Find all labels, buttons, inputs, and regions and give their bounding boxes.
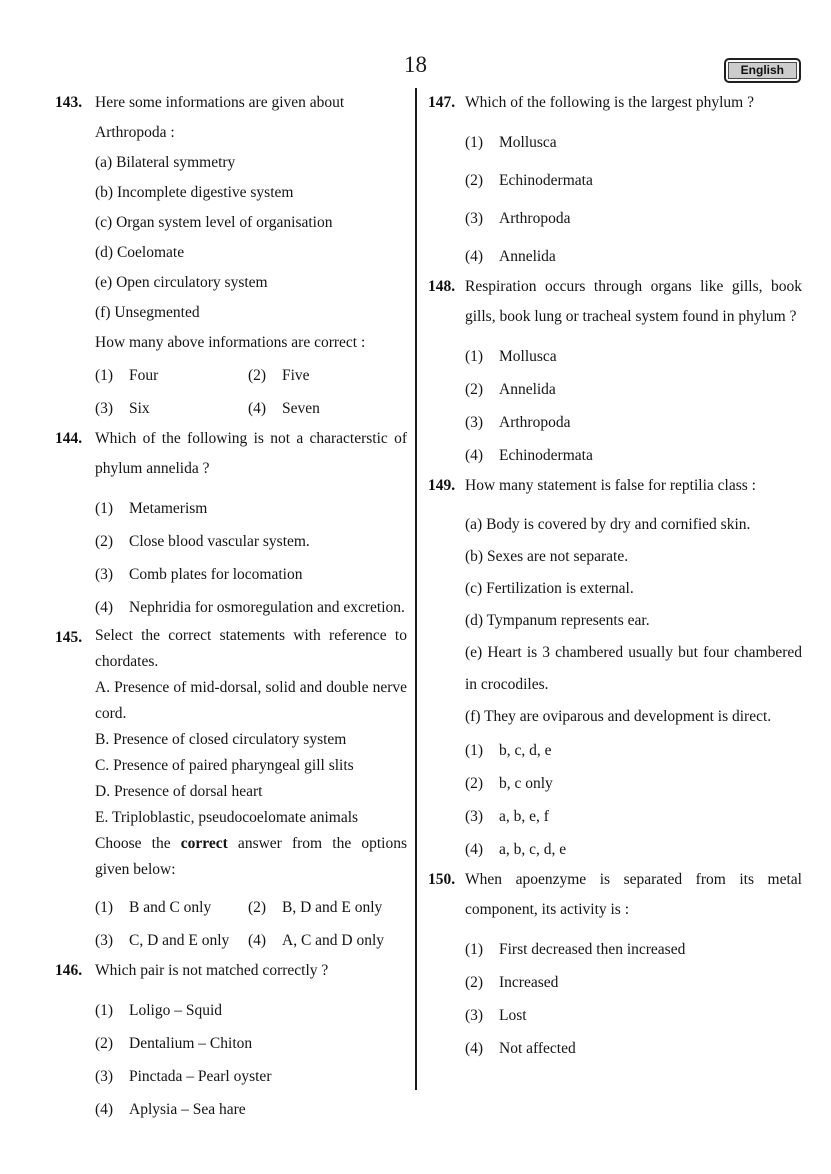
option bbox=[465, 1034, 802, 1064]
option-text: B and C only bbox=[129, 899, 212, 916]
question-stem: Here some informations are given about Arthropoda : bbox=[95, 94, 345, 141]
option-number: (3) bbox=[95, 932, 114, 949]
question-substem: How many above informations are correct : bbox=[95, 334, 366, 351]
option bbox=[95, 494, 407, 524]
option-number: (2) bbox=[248, 367, 267, 384]
option-text: First decreased then increased bbox=[499, 941, 686, 958]
option bbox=[95, 361, 248, 391]
option-text: Close blood vascular system. bbox=[129, 533, 310, 550]
option-number: (4) bbox=[465, 248, 484, 265]
question-146 bbox=[55, 956, 407, 1125]
question-number: 150. bbox=[428, 871, 456, 888]
option-number: (1) bbox=[465, 134, 484, 151]
option-text: Dentalium – Chiton bbox=[129, 1035, 253, 1052]
option bbox=[95, 593, 407, 623]
option bbox=[95, 926, 248, 956]
option-number: (4) bbox=[95, 1101, 114, 1118]
option bbox=[465, 835, 802, 865]
option-text: Arthropoda bbox=[499, 414, 571, 431]
option bbox=[465, 1001, 802, 1031]
statement: (a) Body is covered by dry and cornified skin. bbox=[465, 516, 751, 533]
statement: (a) Bilateral symmetry bbox=[95, 154, 236, 171]
option-text: b, c, d, e bbox=[499, 742, 552, 759]
statement: (d) Coelomate bbox=[95, 244, 185, 261]
statement: (d) Tympanum represents ear. bbox=[465, 612, 650, 629]
language-badge bbox=[724, 58, 801, 83]
question-substem: Choose the correct answer from the options given below: bbox=[95, 835, 408, 878]
option-number: (4) bbox=[95, 599, 114, 616]
question-stem: How many statement is false for reptilia class : bbox=[465, 477, 756, 494]
question-stem: Select the correct statements with reference to chordates. bbox=[95, 627, 407, 670]
option bbox=[465, 736, 802, 766]
left-column bbox=[55, 88, 407, 1125]
option bbox=[248, 394, 407, 424]
option-number: (3) bbox=[95, 566, 114, 583]
options bbox=[465, 128, 802, 272]
statement: C. Presence of paired pharyngeal gill slits bbox=[95, 757, 354, 774]
option bbox=[95, 1062, 407, 1092]
question-stem: Which of the following is not a characterstic of phylum annelida ? bbox=[95, 430, 407, 477]
question-stem: Which pair is not matched correctly ? bbox=[95, 962, 329, 979]
option-text: Echinodermata bbox=[499, 447, 593, 464]
option-number: (1) bbox=[95, 500, 114, 517]
option-text: Mollusca bbox=[499, 348, 557, 365]
options bbox=[465, 342, 802, 471]
question-number: 146. bbox=[55, 962, 83, 979]
option bbox=[465, 968, 802, 998]
option-number: (1) bbox=[465, 348, 484, 365]
options bbox=[95, 494, 407, 623]
option-number: (1) bbox=[465, 742, 484, 759]
statement: E. Triploblastic, pseudocoelomate animals bbox=[95, 809, 359, 826]
option bbox=[95, 893, 248, 923]
option-number: (3) bbox=[465, 808, 484, 825]
options bbox=[95, 996, 407, 1125]
option-number: (4) bbox=[465, 1040, 484, 1057]
statement: (b) Incomplete digestive system bbox=[95, 184, 294, 201]
option-text: Seven bbox=[282, 400, 320, 417]
option-text: Comb plates for locomation bbox=[129, 566, 303, 583]
question-147 bbox=[428, 88, 802, 272]
option-number: (3) bbox=[465, 414, 484, 431]
statement: (e) Open circulatory system bbox=[95, 274, 268, 291]
option bbox=[465, 802, 802, 832]
statement: B. Presence of closed circulatory system bbox=[95, 731, 347, 748]
option-number: (1) bbox=[95, 1002, 114, 1019]
option-number: (4) bbox=[248, 932, 267, 949]
option-text: Annelida bbox=[499, 381, 556, 398]
option-text: Lost bbox=[499, 1007, 527, 1024]
option-text: A, C and D only bbox=[282, 932, 385, 949]
option-text: Five bbox=[282, 367, 310, 384]
option-number: (1) bbox=[95, 367, 114, 384]
page-number: 18 bbox=[404, 52, 427, 77]
option bbox=[465, 441, 802, 471]
question-number: 148. bbox=[428, 278, 456, 295]
question-stem: Respiration occurs through organs like gills, book gills, book lung or tracheal system found in phylum ? bbox=[465, 278, 802, 325]
option bbox=[248, 893, 407, 923]
question-143 bbox=[55, 88, 407, 424]
statement: (f) They are oviparous and development is direct. bbox=[465, 708, 772, 725]
option-text: Pinctada – Pearl oyster bbox=[129, 1068, 272, 1085]
option bbox=[95, 1095, 407, 1125]
option-number: (2) bbox=[95, 1035, 114, 1052]
option bbox=[95, 560, 407, 590]
column-divider bbox=[415, 88, 417, 1090]
option-text: Arthropoda bbox=[499, 210, 571, 227]
option bbox=[465, 204, 802, 234]
option bbox=[248, 926, 407, 956]
option-text: Annelida bbox=[499, 248, 556, 265]
option bbox=[465, 242, 802, 272]
statement: (f) Unsegmented bbox=[95, 304, 200, 321]
option-text: Aplysia – Sea hare bbox=[129, 1101, 246, 1118]
option bbox=[465, 375, 802, 405]
option-text: a, b, e, f bbox=[499, 808, 549, 825]
option bbox=[465, 769, 802, 799]
option-text: b, c only bbox=[499, 775, 553, 792]
option-number: (4) bbox=[465, 447, 484, 464]
option-text: Echinodermata bbox=[499, 172, 593, 189]
language-badge-label: English bbox=[728, 62, 797, 79]
option-number: (3) bbox=[95, 400, 114, 417]
statement: D. Presence of dorsal heart bbox=[95, 783, 263, 800]
option-text: Metamerism bbox=[129, 500, 208, 517]
option bbox=[465, 342, 802, 372]
option-text: a, b, c, d, e bbox=[499, 841, 567, 858]
statement: A. Presence of mid-dorsal, solid and double nerve cord. bbox=[95, 679, 407, 722]
statement: (e) Heart is 3 chambered usually but four chambered in crocodiles. bbox=[465, 644, 802, 693]
statements bbox=[465, 509, 802, 733]
option bbox=[248, 361, 407, 391]
option bbox=[95, 527, 407, 557]
option-text: Increased bbox=[499, 974, 559, 991]
option-number: (2) bbox=[465, 775, 484, 792]
option-number: (2) bbox=[465, 172, 484, 189]
option bbox=[465, 128, 802, 158]
option bbox=[95, 1029, 407, 1059]
options bbox=[95, 361, 407, 424]
option-number: (4) bbox=[248, 400, 267, 417]
question-number: 143. bbox=[55, 94, 83, 111]
option-number: (4) bbox=[465, 841, 484, 858]
option bbox=[465, 166, 802, 196]
question-148 bbox=[428, 272, 802, 471]
question-149 bbox=[428, 471, 802, 865]
statement: (c) Fertilization is external. bbox=[465, 580, 634, 597]
statement: (b) Sexes are not separate. bbox=[465, 548, 629, 565]
question-144 bbox=[55, 424, 407, 623]
statement: (c) Organ system level of organisation bbox=[95, 214, 333, 231]
option bbox=[465, 935, 802, 965]
option bbox=[95, 996, 407, 1026]
option-text: Four bbox=[129, 367, 159, 384]
option-number: (1) bbox=[465, 941, 484, 958]
options bbox=[465, 736, 802, 865]
question-145 bbox=[55, 623, 407, 956]
options bbox=[95, 893, 407, 956]
option bbox=[465, 408, 802, 438]
question-stem: When apoenzyme is separated from its metal component, its activity is : bbox=[465, 871, 802, 918]
option-text: Loligo – Squid bbox=[129, 1002, 223, 1019]
option-number: (3) bbox=[465, 210, 484, 227]
option-number: (2) bbox=[465, 974, 484, 991]
question-150 bbox=[428, 865, 802, 1064]
question-number: 147. bbox=[428, 94, 456, 111]
question-number: 149. bbox=[428, 477, 456, 494]
option-number: (1) bbox=[95, 899, 114, 916]
question-stem: Which of the following is the largest phylum ? bbox=[465, 94, 754, 111]
option-text: Not affected bbox=[499, 1040, 576, 1057]
option-text: Nephridia for osmoregulation and excretion. bbox=[129, 599, 405, 616]
option-text: B, D and E only bbox=[282, 899, 383, 916]
option bbox=[95, 394, 248, 424]
right-column bbox=[428, 88, 802, 1064]
option-text: Mollusca bbox=[499, 134, 557, 151]
options bbox=[465, 935, 802, 1064]
option-number: (2) bbox=[465, 381, 484, 398]
option-number: (2) bbox=[95, 533, 114, 550]
option-text: Six bbox=[129, 400, 150, 417]
question-number: 144. bbox=[55, 430, 83, 447]
option-number: (2) bbox=[248, 899, 267, 916]
question-number: 145. bbox=[55, 629, 83, 646]
option-number: (3) bbox=[95, 1068, 114, 1085]
option-text: C, D and E only bbox=[129, 932, 230, 949]
option-number: (3) bbox=[465, 1007, 484, 1024]
